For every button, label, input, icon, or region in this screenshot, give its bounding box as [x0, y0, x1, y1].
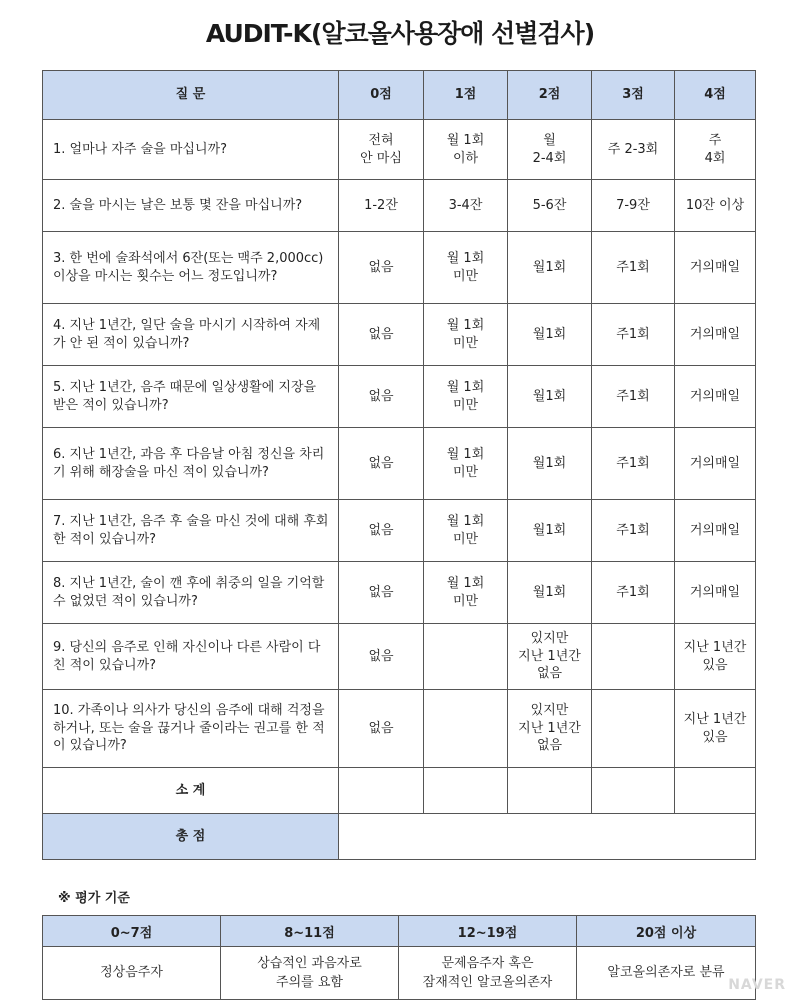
answer-cell-score-0: 없음	[339, 304, 424, 366]
answer-cell-score-4: 지난 1년간 있음	[675, 624, 756, 690]
criteria-range: 0~7점	[43, 916, 221, 947]
total-row	[43, 814, 756, 860]
header-score-4: 4점	[675, 71, 756, 120]
answer-cell-score-3: 주1회	[592, 562, 675, 624]
table-row	[43, 180, 756, 232]
answer-cell-score-1: 월 1회 미만	[424, 232, 508, 304]
answer-cell-score-3: 주1회	[592, 500, 675, 562]
answer-cell-score-4: 거의매일	[675, 366, 756, 428]
question-text: 4. 지난 1년간, 일단 술을 마시기 시작하여 자제가 안 된 적이 있습니까?	[43, 304, 339, 366]
table-row	[43, 304, 756, 366]
answer-cell-score-4: 지난 1년간 있음	[675, 690, 756, 768]
table-header-row	[43, 71, 756, 120]
table-row	[43, 562, 756, 624]
answer-cell-score-1: 3-4잔	[424, 180, 508, 232]
question-text: 2. 술을 마시는 날은 보통 몇 잔을 마십니까?	[43, 180, 339, 232]
answer-cell-score-4: 거의매일	[675, 562, 756, 624]
answer-cell-score-4: 거의매일	[675, 304, 756, 366]
subtotal-cell	[424, 768, 508, 814]
criteria-table	[42, 915, 756, 1000]
table-row	[43, 690, 756, 768]
table-row	[43, 366, 756, 428]
criteria-value-row	[43, 947, 756, 1000]
answer-cell-score-2: 월1회	[508, 304, 592, 366]
answer-cell-score-4: 거의매일	[675, 428, 756, 500]
question-text: 5. 지난 1년간, 음주 때문에 일상생활에 지장을 받은 적이 있습니까?	[43, 366, 339, 428]
answer-cell-score-3	[592, 624, 675, 690]
subtotal-label: 소 계	[43, 768, 339, 814]
answer-cell-score-3: 주 2-3회	[592, 120, 675, 180]
answer-cell-score-4: 거의매일	[675, 232, 756, 304]
subtotal-cell	[339, 768, 424, 814]
answer-cell-score-3: 주1회	[592, 304, 675, 366]
answer-cell-score-2: 월1회	[508, 428, 592, 500]
subtotal-cell	[508, 768, 592, 814]
criteria-range: 8~11점	[221, 916, 399, 947]
answer-cell-score-2: 월1회	[508, 562, 592, 624]
answer-cell-score-0: 없음	[339, 690, 424, 768]
answer-cell-score-2: 있지만 지난 1년간 없음	[508, 690, 592, 768]
header-score-2: 2점	[508, 71, 592, 120]
table-row	[43, 232, 756, 304]
criteria-range: 12~19점	[399, 916, 577, 947]
table-row	[43, 624, 756, 690]
criteria-value: 알코올의존자로 분류	[577, 947, 756, 1000]
subtotal-cell	[675, 768, 756, 814]
answer-cell-score-0: 전혀 안 마심	[339, 120, 424, 180]
answer-cell-score-1: 월 1회 미만	[424, 428, 508, 500]
question-text: 6. 지난 1년간, 과음 후 다음날 아침 정신을 차리기 위해 해장술을 마신 적이 있습니까?	[43, 428, 339, 500]
answer-cell-score-4: 10잔 이상	[675, 180, 756, 232]
watermark-logo: NAVER	[728, 977, 786, 993]
answer-cell-score-2: 있지만 지난 1년간 없음	[508, 624, 592, 690]
answer-cell-score-0: 없음	[339, 500, 424, 562]
answer-cell-score-3: 7-9잔	[592, 180, 675, 232]
question-text: 7. 지난 1년간, 음주 후 술을 마신 것에 대해 후회한 적이 있습니까?	[43, 500, 339, 562]
table-row	[43, 500, 756, 562]
answer-cell-score-0: 없음	[339, 366, 424, 428]
subtotal-row	[43, 768, 756, 814]
question-text: 10. 가족이나 의사가 당신의 음주에 대해 걱정을 하거나, 또는 술을 끊거나 줄이라는 권고를 한 적이 있습니까?	[43, 690, 339, 768]
header-score-0: 0점	[339, 71, 424, 120]
answer-cell-score-0: 1-2잔	[339, 180, 424, 232]
answer-cell-score-0: 없음	[339, 428, 424, 500]
answer-cell-score-3	[592, 690, 675, 768]
header-score-3: 3점	[592, 71, 675, 120]
criteria-header-row	[43, 916, 756, 947]
answer-cell-score-2: 월1회	[508, 366, 592, 428]
page-title: AUDIT-K(알코올사용장애 선별검사)	[205, 19, 595, 48]
criteria-value: 문제음주자 혹은 잠재적인 알코올의존자	[399, 947, 577, 1000]
answer-cell-score-1: 월 1회 미만	[424, 304, 508, 366]
answer-cell-score-1: 월 1회 미만	[424, 562, 508, 624]
answer-cell-score-4: 거의매일	[675, 500, 756, 562]
audit-table	[42, 70, 756, 860]
answer-cell-score-2: 월1회	[508, 500, 592, 562]
answer-cell-score-4: 주 4회	[675, 120, 756, 180]
answer-cell-score-1: 월 1회 미만	[424, 500, 508, 562]
criteria-value: 상습적인 과음자로 주의를 요함	[221, 947, 399, 1000]
answer-cell-score-2: 월1회	[508, 232, 592, 304]
answer-cell-score-0: 없음	[339, 562, 424, 624]
question-text: 9. 당신의 음주로 인해 자신이나 다른 사람이 다친 적이 있습니까?	[43, 624, 339, 690]
question-text: 1. 얼마나 자주 술을 마십니까?	[43, 120, 339, 180]
header-score-1: 1점	[424, 71, 508, 120]
table-row	[43, 120, 756, 180]
answer-cell-score-2: 5-6잔	[508, 180, 592, 232]
answer-cell-score-3: 주1회	[592, 232, 675, 304]
table-row	[43, 428, 756, 500]
answer-cell-score-3: 주1회	[592, 366, 675, 428]
answer-cell-score-1	[424, 624, 508, 690]
answer-cell-score-0: 없음	[339, 232, 424, 304]
total-label: 총 점	[43, 814, 339, 860]
question-text: 8. 지난 1년간, 술이 깬 후에 취중의 일을 기억할 수 없었던 적이 있습니까?	[43, 562, 339, 624]
question-text: 3. 한 번에 술좌석에서 6잔(또는 맥주 2,000cc) 이상을 마시는 횟수는 어느 정도입니까?	[43, 232, 339, 304]
header-question: 질 문	[43, 71, 339, 120]
answer-cell-score-1: 월 1회 이하	[424, 120, 508, 180]
criteria-value: 정상음주자	[43, 947, 221, 1000]
criteria-range: 20점 이상	[577, 916, 756, 947]
criteria-title: ※ 평가 기준	[58, 891, 130, 906]
total-cell	[339, 814, 756, 860]
answer-cell-score-0: 없음	[339, 624, 424, 690]
answer-cell-score-1: 월 1회 미만	[424, 366, 508, 428]
subtotal-cell	[592, 768, 675, 814]
answer-cell-score-2: 월 2-4회	[508, 120, 592, 180]
answer-cell-score-3: 주1회	[592, 428, 675, 500]
answer-cell-score-1	[424, 690, 508, 768]
